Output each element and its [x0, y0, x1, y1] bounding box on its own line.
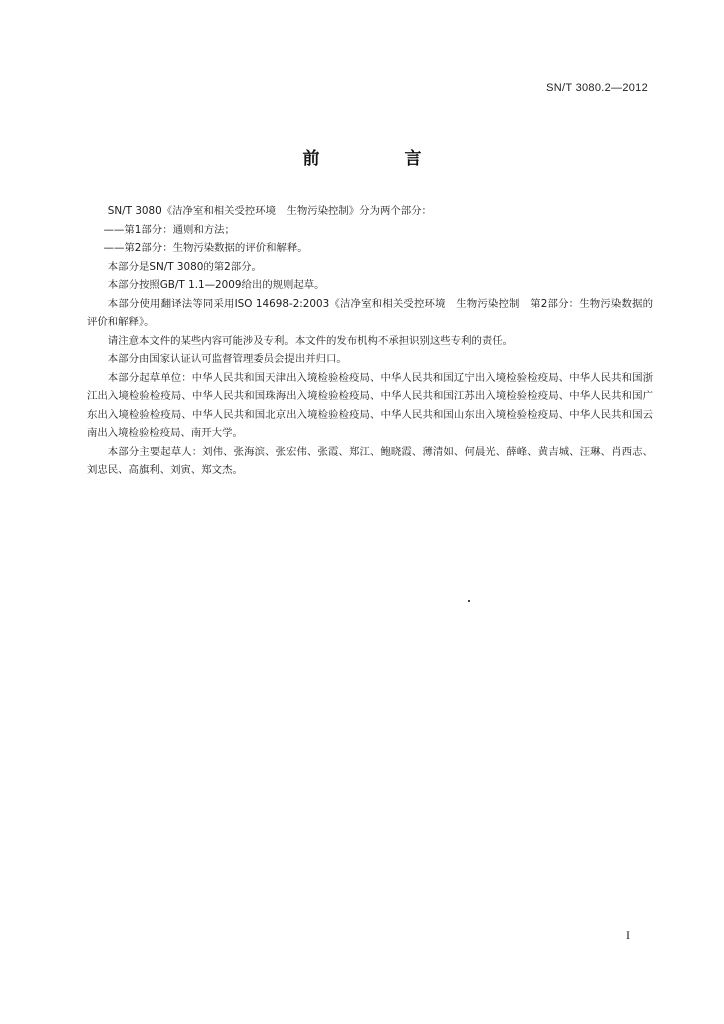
standard-code: SN/T 3080.2—2012: [546, 82, 648, 94]
paragraph-part-statement: 本部分是SN/T 3080的第2部分。: [107, 260, 262, 273]
paragraph-parts-overview: SN/T 3080《洁净室和相关受控环境 生物污染控制》分为两个部分：: [107, 205, 432, 217]
page-number: I: [626, 928, 630, 942]
list-item-part-2: ——第2部分：生物污染数据的评价和解释。: [103, 242, 308, 254]
paragraph-drafting-rules: 本部分按照GB/T 1.1—2009给出的规则起草。: [107, 279, 325, 291]
paragraph-iso-adoption: 本部分使用翻译法等同采用ISO 14698-2:2003《洁净室和相关受控环境 生物污染控制 第2部分：生物污染数据的评价和解释》。: [87, 297, 653, 328]
stray-dot: [468, 600, 470, 602]
page-title: 前 言: [302, 149, 456, 169]
paragraph-proposer: 本部分由国家认证认可监督管理委员会提出并归口。: [107, 353, 347, 365]
paragraph-drafting-units: 本部分起草单位：中华人民共和国天津出入境检验检疫局、中华人民共和国辽宁出入境检验检疫局、中华人民共和国浙江出入境检验检疫局、中华人民共和国珠海出入境检验检疫局、中华人民共和国江苏出入境检验检疫局、中华人民共和国广东出入境检验检疫局、中华人民共和国北京出入境检验检疫局、中华人民共和国山东出入境检验检疫局、中华人民共和国云南出入境检验检疫局、南开大学。: [87, 371, 653, 439]
paragraph-patent-notice: 请注意本文件的某些内容可能涉及专利。本文件的发布机构不承担识别这些专利的责任。: [107, 334, 514, 347]
paragraph-drafters: 本部分主要起草人：刘伟、张海滨、张宏伟、张霞、郑江、鲍晓霞、薄清如、何晨光、薛峰、黄吉城、汪琳、肖西志、刘忠民、高旗利、刘寅、郑文杰。: [87, 445, 653, 476]
document-body: [87, 202, 653, 480]
list-item-part-1: ——第1部分：通则和方法；: [103, 223, 235, 236]
